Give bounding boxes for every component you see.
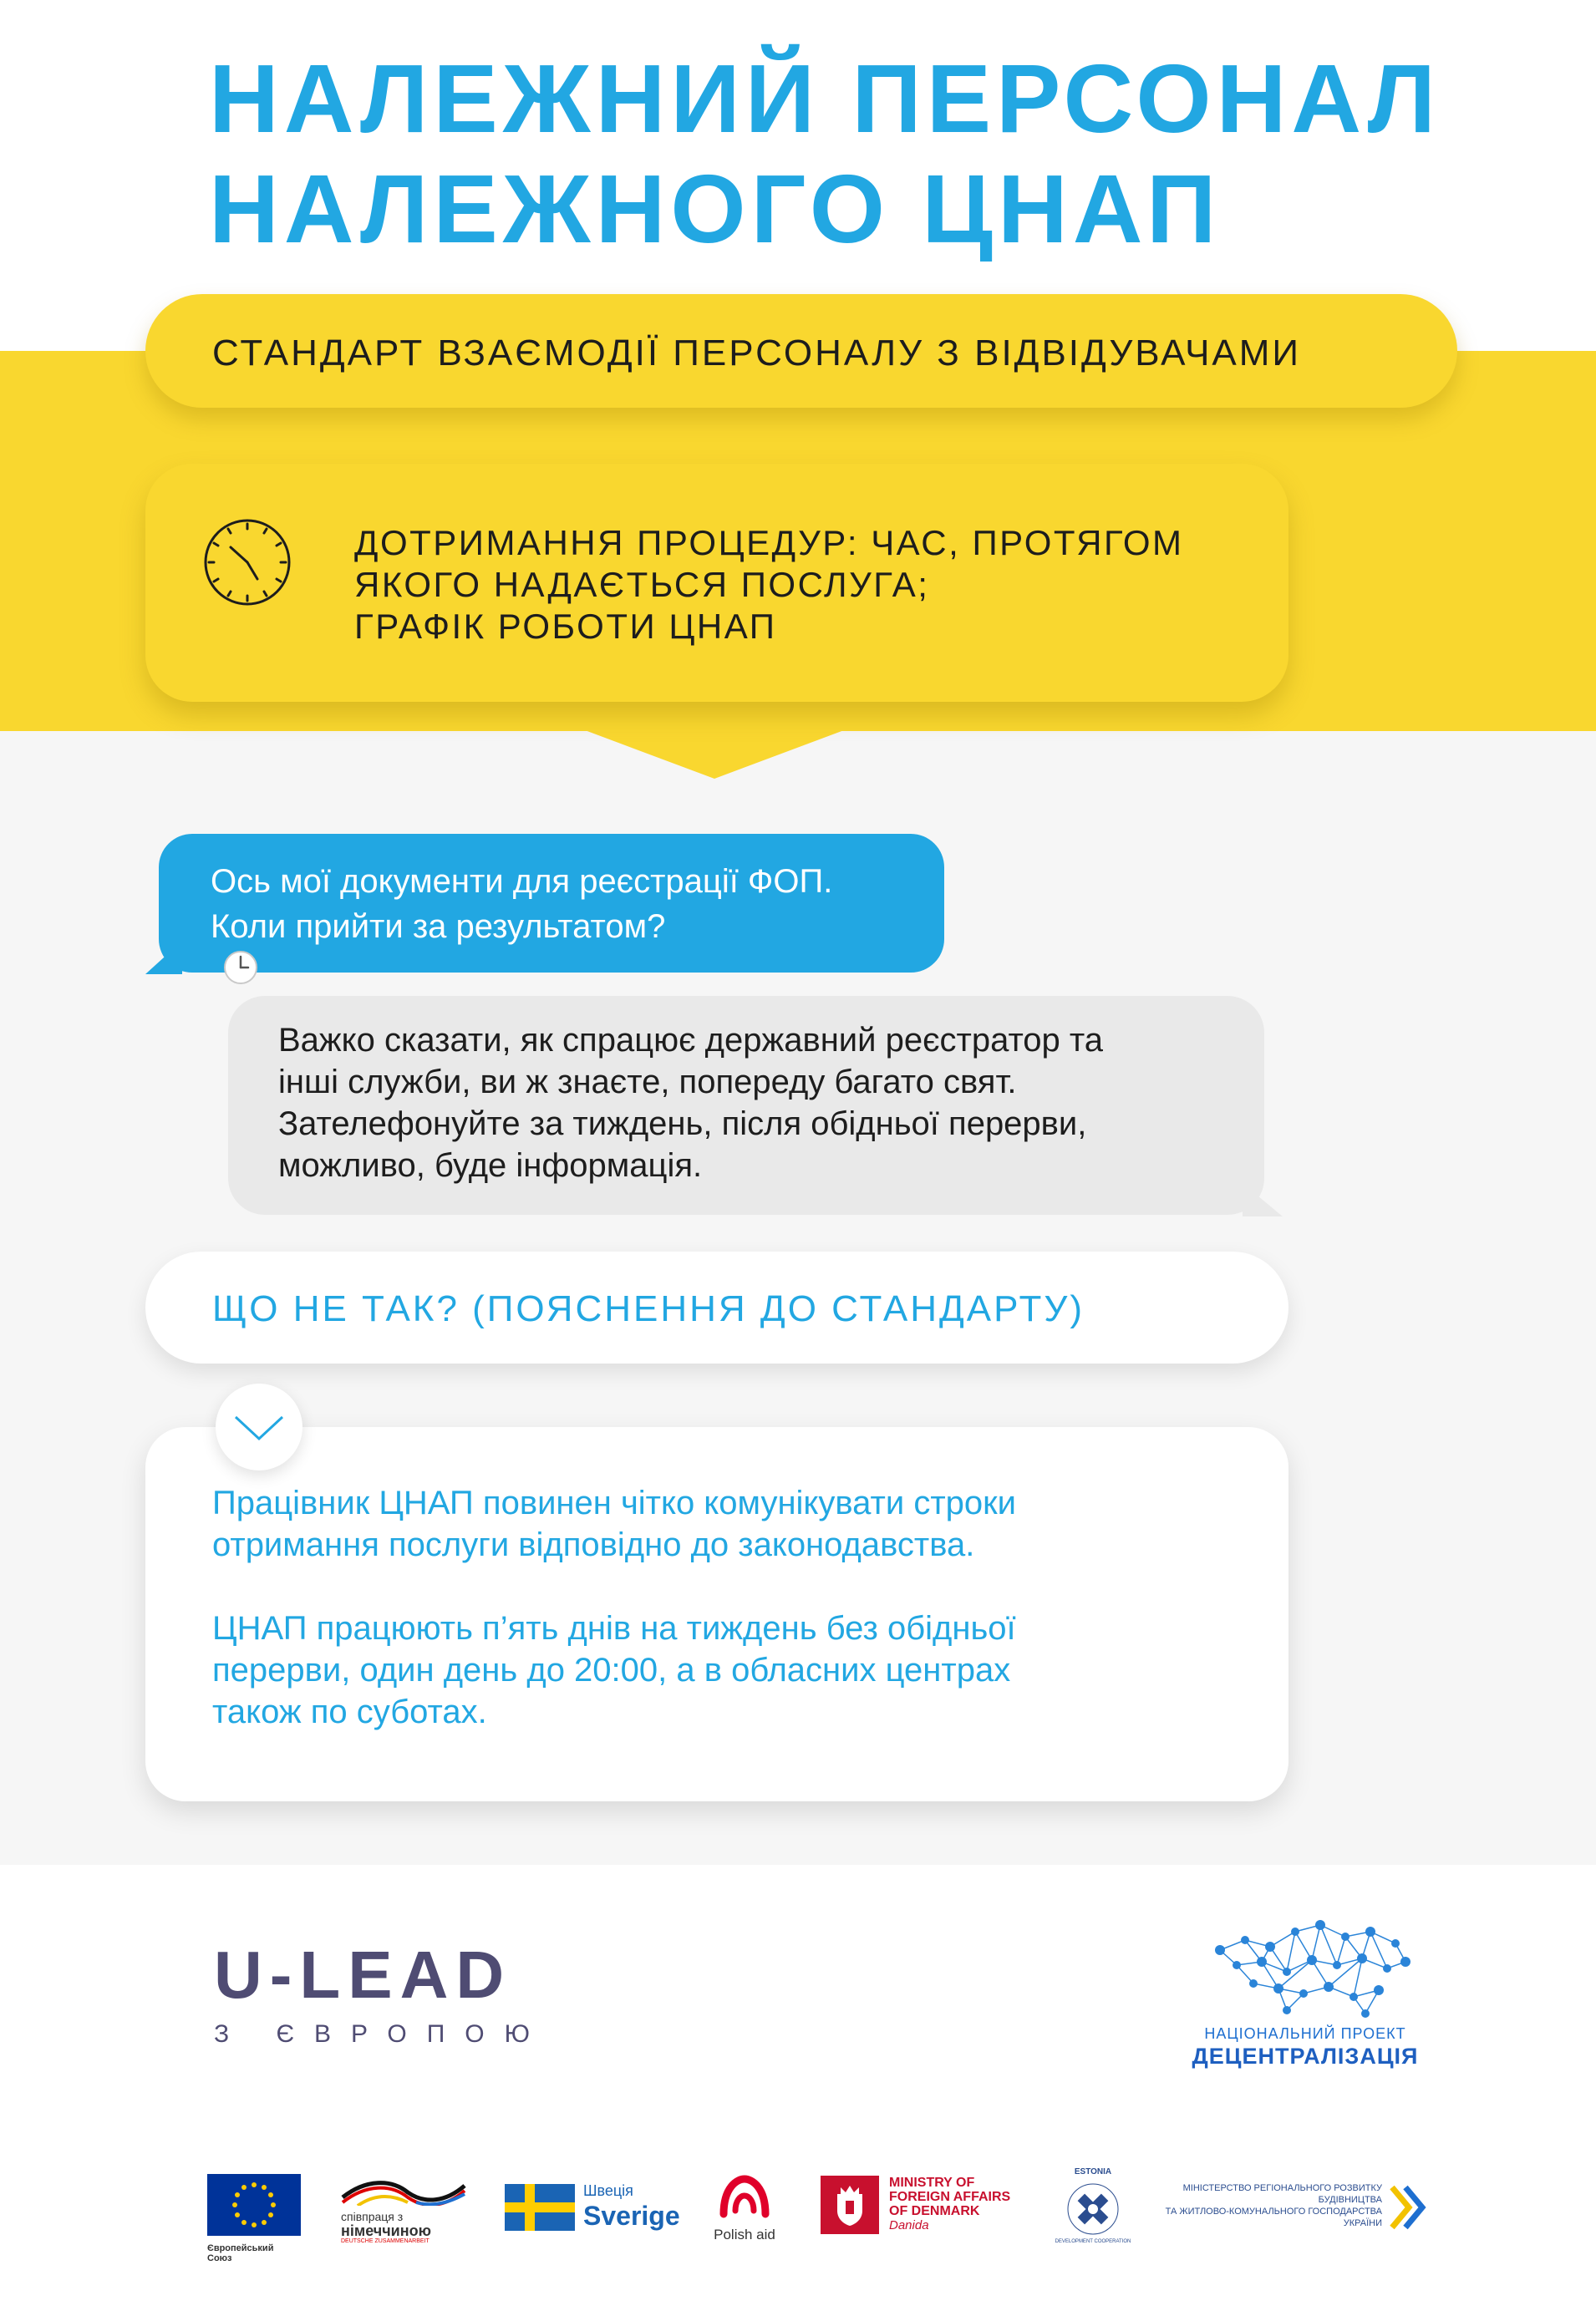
explanation-text: [212, 1482, 1240, 1733]
bubble-tail: [1243, 1183, 1283, 1216]
decentralization-logo: [1187, 1907, 1421, 2074]
sweden-logo: [505, 2182, 680, 2232]
ministry-chevron-icon: [1389, 2184, 1431, 2231]
ministry-logo-text: [1156, 2182, 1382, 2229]
clock-emoji-icon: [222, 949, 259, 986]
bubble-tail: [145, 941, 182, 974]
germany-logo-line-2: німеччиною: [341, 2222, 431, 2239]
ministry-logo-line-4: УКРАЇНИ: [1343, 2218, 1382, 2228]
explanation-p1-line-2: отримання послуги відповідно до законодавства.: [212, 1526, 975, 1563]
chevron-down-icon: [234, 1414, 284, 1442]
staff-line-2: інші служби, ви ж знаєте, попереду багато свят.: [278, 1064, 1017, 1100]
question-label: ЩО НЕ ТАК? (ПОЯСНЕННЯ ДО СТАНДАРТУ): [212, 1288, 1085, 1329]
ulead-logo: [214, 1937, 550, 2049]
germany-cooperation-logo: [341, 2177, 466, 2244]
denmark-logo-line-4: Danida: [889, 2218, 929, 2232]
explanation-p2-line-3: також по суботах.: [212, 1694, 487, 1730]
staff-line-3: Зателефонуйте за тиждень, після обідньої перерви,: [278, 1105, 1087, 1142]
procedure-line-1: ДОТРИМАННЯ ПРОЦЕДУР: ЧАС, ПРОТЯГОМ: [354, 523, 1184, 562]
ministry-logo-line-1: МІНІСТЕРСТВО РЕГІОНАЛЬНОГО РОЗВИТКУ: [1182, 2183, 1382, 2193]
ministry-logo: [1156, 2182, 1432, 2236]
explanation-p2-line-1: ЦНАП працюють п’ять днів на тиждень без обідньої: [212, 1610, 1016, 1647]
explanation-card: [145, 1427, 1288, 1801]
sweden-logo-line-2: Sverige: [583, 2201, 680, 2231]
page-title: [209, 43, 1462, 264]
eu-logo-label: Європейський Союз: [207, 2243, 274, 2263]
procedure-card: [145, 464, 1288, 702]
ulead-logo-subtitle: З ЄВРОПОЮ: [214, 2020, 550, 2048]
staff-line-4: можливо, буде інформація.: [278, 1147, 703, 1184]
ministry-logo-line-2: БУДІВНИЦТВА: [1318, 2195, 1382, 2205]
standard-pill-label: СТАНДАРТ ВЗАЄМОДІЇ ПЕРСОНАЛУ З ВІДВІДУВАЧАМИ: [212, 333, 1302, 373]
visitor-line-1: Ось мої документи для реєстрації ФОП.: [211, 863, 833, 900]
ministry-logo-line-3: ТА ЖИТЛОВО-КОМУНАЛЬНОГО ГОСПОДАРСТВА: [1165, 2207, 1382, 2217]
eu-flag-icon: [207, 2174, 301, 2236]
germany-logo-line-1: співпраця з: [341, 2210, 404, 2223]
title-line-2: НАЛЕЖНОГО ЦНАП: [209, 155, 1222, 263]
denmark-logo: [821, 2176, 1029, 2234]
sweden-logo-line-1: Швеція: [583, 2182, 633, 2199]
denmark-logo-line-3: OF DENMARK: [889, 2204, 980, 2218]
procedure-line-3: ГРАФІК РОБОТИ ЦНАП: [354, 607, 777, 646]
clock-icon: [202, 517, 292, 607]
staff-message: [278, 1019, 1248, 1186]
explanation-p2-line-2: перерви, один день до 20:00, а в обласних центрах: [212, 1652, 1011, 1689]
staff-message-bubble: [228, 996, 1264, 1215]
title-line-1: НАЛЕЖНИЙ ПЕРСОНАЛ: [209, 44, 1441, 153]
procedure-line-2: ЯКОГО НАДАЄТЬСЯ ПОСЛУГА;: [354, 565, 930, 604]
denmark-logo-line-1: MINISTRY OF: [889, 2176, 975, 2190]
estonia-logo-top: ESTONIA: [1074, 2167, 1112, 2176]
germany-logo-line-3: DEUTSCHE ZUSAMMENARBEIT: [341, 2238, 429, 2244]
network-map-icon: [1187, 1907, 1421, 2024]
visitor-line-2-text: Коли прийти за результатом?: [211, 908, 666, 945]
visitor-message-bubble: [159, 834, 944, 973]
estonia-cross-icon: [1051, 2167, 1135, 2251]
polish-aid-label: Polish aid: [714, 2227, 775, 2242]
denmark-logo-line-2: FOREIGN AFFAIRS: [889, 2190, 1011, 2204]
staff-line-1: Важко сказати, як спрацює державний реєстратор та: [278, 1022, 1104, 1059]
polish-aid-icon: [715, 2172, 774, 2222]
estonia-logo-bottom: DEVELOPMENT COOPERATION: [1055, 2239, 1131, 2244]
expand-toggle[interactable]: [216, 1384, 302, 1470]
standard-pill: [145, 294, 1457, 408]
yellow-band-pointer: [585, 730, 844, 779]
eu-logo: [207, 2174, 301, 2263]
decentralization-logo-line-1: НАЦІОНАЛЬНИЙ ПРОЕКТ: [1204, 2025, 1406, 2042]
sweden-flag-icon: [505, 2184, 575, 2231]
visitor-message: [211, 859, 929, 986]
procedure-text: [354, 522, 1257, 648]
estonia-logo: [1051, 2167, 1135, 2251]
visitor-line-2: [211, 904, 929, 986]
question-pill: [145, 1252, 1288, 1364]
ulead-logo-word: U-LEAD: [214, 1938, 512, 2012]
explanation-p1-line-1: Працівник ЦНАП повинен чітко комунікувати строки: [212, 1485, 1016, 1521]
flag-ribbon-icon: [341, 2177, 466, 2206]
polish-aid-logo: [707, 2172, 782, 2243]
decentralization-logo-line-2: ДЕЦЕНТРАЛІЗАЦІЯ: [1192, 2044, 1419, 2069]
denmark-crest-icon: [821, 2176, 879, 2234]
